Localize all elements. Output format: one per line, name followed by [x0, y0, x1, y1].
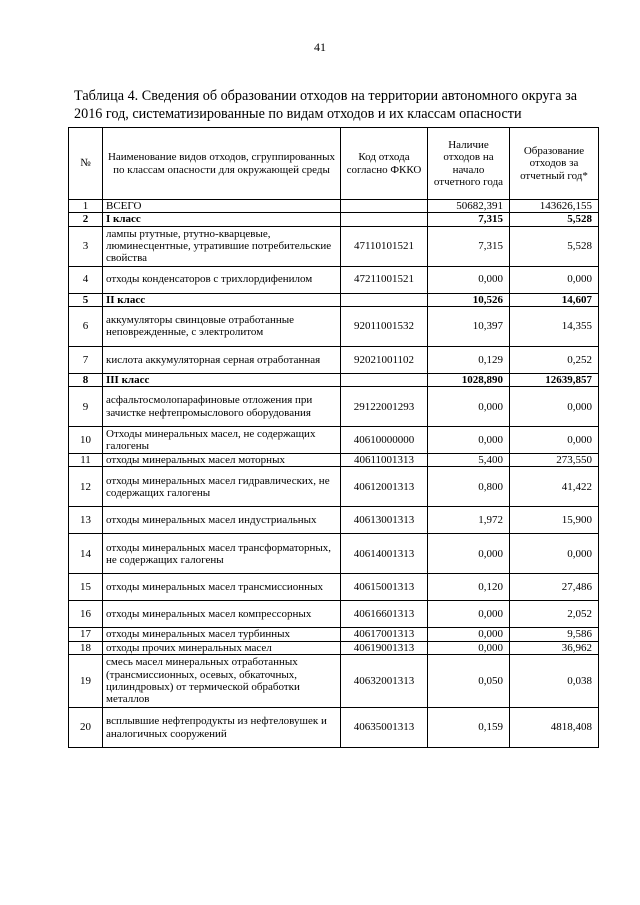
- formation-value: 0,000: [510, 387, 599, 427]
- waste-name: I класс: [103, 213, 341, 226]
- table-row: [69, 346, 599, 373]
- table-row: [69, 507, 599, 534]
- formation-value: 0,000: [510, 534, 599, 574]
- row-number: 9: [69, 387, 103, 427]
- table-row: [69, 306, 599, 346]
- fkko-code: [341, 213, 428, 226]
- waste-name: отходы минеральных масел компрессорных: [103, 601, 341, 628]
- presence-value: 0,800: [428, 467, 510, 507]
- row-number: 2: [69, 213, 103, 226]
- table-row: [69, 213, 599, 226]
- fkko-code: 40613001313: [341, 507, 428, 534]
- row-number: 8: [69, 373, 103, 386]
- table-row: [69, 454, 599, 467]
- row-number: 11: [69, 454, 103, 467]
- row-number: 12: [69, 467, 103, 507]
- formation-value: 5,528: [510, 226, 599, 266]
- formation-value: 5,528: [510, 213, 599, 226]
- row-number: 15: [69, 574, 103, 601]
- formation-value: 9,586: [510, 628, 599, 641]
- header-code: Код отхода согласно ФККО: [341, 128, 428, 200]
- presence-value: 0,000: [428, 266, 510, 293]
- row-number: 7: [69, 346, 103, 373]
- header-name: Наименование видов отходов, сгруппированных по классам опасности для окружающей среды: [103, 128, 341, 200]
- formation-value: 14,607: [510, 293, 599, 306]
- row-number: 4: [69, 266, 103, 293]
- table-row: [69, 601, 599, 628]
- table-row: [69, 574, 599, 601]
- fkko-code: 40612001313: [341, 467, 428, 507]
- formation-value: 0,000: [510, 427, 599, 454]
- header-presence: Наличие отходов на начало отчетного года: [428, 128, 510, 200]
- waste-name: отходы минеральных масел трансмиссионных: [103, 574, 341, 601]
- formation-value: 0,252: [510, 346, 599, 373]
- fkko-code: 40617001313: [341, 628, 428, 641]
- presence-value: 0,050: [428, 655, 510, 708]
- waste-name: ВСЕГО: [103, 200, 341, 213]
- table-row: [69, 655, 599, 708]
- fkko-code: 40615001313: [341, 574, 428, 601]
- presence-value: 0,000: [428, 628, 510, 641]
- row-number: 19: [69, 655, 103, 708]
- row-number: 10: [69, 427, 103, 454]
- row-number: 14: [69, 534, 103, 574]
- table-body: [69, 200, 599, 748]
- presence-value: 10,526: [428, 293, 510, 306]
- fkko-code: 40616601313: [341, 601, 428, 628]
- presence-value: 7,315: [428, 213, 510, 226]
- presence-value: 1028,890: [428, 373, 510, 386]
- fkko-code: 47211001521: [341, 266, 428, 293]
- presence-value: 10,397: [428, 306, 510, 346]
- presence-value: 0,000: [428, 534, 510, 574]
- fkko-code: [341, 293, 428, 306]
- formation-value: 15,900: [510, 507, 599, 534]
- presence-value: 1,972: [428, 507, 510, 534]
- formation-value: 27,486: [510, 574, 599, 601]
- row-number: 13: [69, 507, 103, 534]
- formation-value: 41,422: [510, 467, 599, 507]
- row-number: 3: [69, 226, 103, 266]
- presence-value: 0,120: [428, 574, 510, 601]
- formation-value: 14,355: [510, 306, 599, 346]
- waste-name: отходы прочих минеральных масел: [103, 641, 341, 654]
- row-number: 18: [69, 641, 103, 654]
- formation-value: 4818,408: [510, 708, 599, 748]
- presence-value: 0,000: [428, 427, 510, 454]
- waste-name: кислота аккумуляторная серная отработанная: [103, 346, 341, 373]
- presence-value: 0,159: [428, 708, 510, 748]
- formation-value: 0,000: [510, 266, 599, 293]
- waste-name: лампы ртутные, ртутно-кварцевые, люминесцентные, утратившие потребительские свойства: [103, 226, 341, 266]
- row-number: 20: [69, 708, 103, 748]
- fkko-code: 47110101521: [341, 226, 428, 266]
- waste-table: [68, 127, 599, 748]
- presence-value: 50682,391: [428, 200, 510, 213]
- fkko-code: 40610000000: [341, 427, 428, 454]
- formation-value: 36,962: [510, 641, 599, 654]
- fkko-code: 40611001313: [341, 454, 428, 467]
- waste-name: III класс: [103, 373, 341, 386]
- waste-name: отходы конденсаторов с трихлордифенилом: [103, 266, 341, 293]
- header-formation: Образование отходов за отчетный год*: [510, 128, 599, 200]
- presence-value: 0,000: [428, 641, 510, 654]
- waste-name: II класс: [103, 293, 341, 306]
- fkko-code: 40614001313: [341, 534, 428, 574]
- fkko-code: 29122001293: [341, 387, 428, 427]
- waste-name: смесь масел минеральных отработанных (трансмиссионных, осевых, обкаточных, цилиндровых) от термической обработки металлов: [103, 655, 341, 708]
- waste-name: асфальтосмолопарафиновые отложения при зачистке нефтепромыслового оборудования: [103, 387, 341, 427]
- table-caption: Таблица 4. Сведения об образовании отходов на территории автономного округа за 2016 год, систематизированные по видам отходов и их классам опасности: [74, 88, 578, 122]
- table-header-row: [69, 128, 599, 200]
- table-row: [69, 200, 599, 213]
- row-number: 6: [69, 306, 103, 346]
- row-number: 5: [69, 293, 103, 306]
- waste-name: аккумуляторы свинцовые отработанные неповрежденные, с электролитом: [103, 306, 341, 346]
- table-row: [69, 467, 599, 507]
- table-row: [69, 628, 599, 641]
- waste-name: отходы минеральных масел гидравлических, не содержащих галогены: [103, 467, 341, 507]
- page-number: 41: [314, 40, 326, 54]
- formation-value: 273,550: [510, 454, 599, 467]
- waste-name: Отходы минеральных масел, не содержащих галогены: [103, 427, 341, 454]
- presence-value: 5,400: [428, 454, 510, 467]
- fkko-code: [341, 200, 428, 213]
- presence-value: 7,315: [428, 226, 510, 266]
- presence-value: 0,000: [428, 601, 510, 628]
- formation-value: 143626,155: [510, 200, 599, 213]
- fkko-code: 92021001102: [341, 346, 428, 373]
- fkko-code: 92011001532: [341, 306, 428, 346]
- table-row: [69, 266, 599, 293]
- row-number: 16: [69, 601, 103, 628]
- waste-name: всплывшие нефтепродукты из нефтеловушек и аналогичных сооружений: [103, 708, 341, 748]
- fkko-code: 40619001313: [341, 641, 428, 654]
- waste-name: отходы минеральных масел турбинных: [103, 628, 341, 641]
- waste-name: отходы минеральных масел индустриальных: [103, 507, 341, 534]
- fkko-code: 40635001313: [341, 708, 428, 748]
- fkko-code: [341, 373, 428, 386]
- fkko-code: 40632001313: [341, 655, 428, 708]
- formation-value: 2,052: [510, 601, 599, 628]
- waste-name: отходы минеральных масел моторных: [103, 454, 341, 467]
- table-row: [69, 226, 599, 266]
- presence-value: 0,000: [428, 387, 510, 427]
- table-row: [69, 708, 599, 748]
- table-row: [69, 293, 599, 306]
- waste-name: отходы минеральных масел трансформаторных, не содержащих галогены: [103, 534, 341, 574]
- row-number: 17: [69, 628, 103, 641]
- table-row: [69, 373, 599, 386]
- header-num: №: [69, 128, 103, 200]
- table-row: [69, 641, 599, 654]
- table-row: [69, 534, 599, 574]
- presence-value: 0,129: [428, 346, 510, 373]
- table-row: [69, 387, 599, 427]
- formation-value: 12639,857: [510, 373, 599, 386]
- formation-value: 0,038: [510, 655, 599, 708]
- row-number: 1: [69, 200, 103, 213]
- table-row: [69, 427, 599, 454]
